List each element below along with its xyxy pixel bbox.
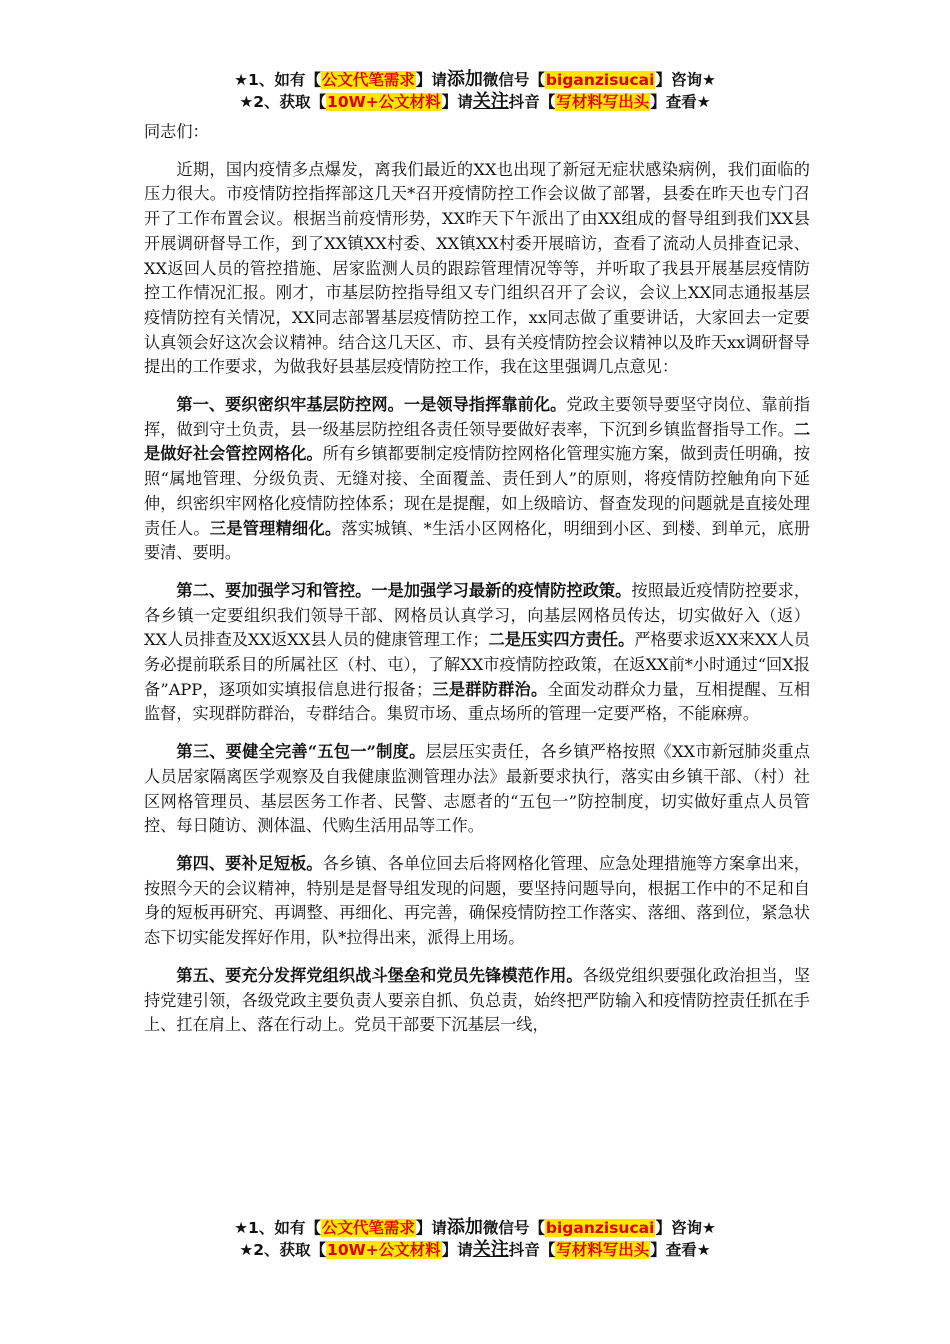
promo-text: ★1、如有【 — [234, 1219, 321, 1237]
promo-text: 】查看★ — [650, 1241, 711, 1259]
document-body — [144, 120, 810, 1038]
promo-emphasis: 关注 — [472, 91, 509, 112]
promo-text: 微信号【 — [482, 1219, 545, 1237]
promo-highlight: 公文代笔需求 — [321, 71, 415, 89]
subpoint-heading: 二是压实四方责任。 — [488, 630, 635, 650]
subpoint-heading: 二是做好社会管控网格化。 — [144, 419, 810, 464]
section-heading: 第一、要织密织牢基层防控网。 — [176, 395, 404, 415]
promo-text: 】查看★ — [650, 93, 711, 111]
promo-highlight: 10W+公文材料 — [327, 1241, 441, 1259]
section-text: 各乡镇、各单位回去后将网格化管理、应急处理措施等方案拿出来，按照今天的会议精神，特别是是督导组发现的问题，要坚持问题导向，根据工作中的不足和自身的短板再研究、再调整、再细化、再完善，确保疫情防控工作落实、落细、落到位，紧急状态下切实能发挥好作用，队*拉得出来，派得上用场。 — [144, 853, 811, 948]
subpoint-text: 按照最近疫情防控要求，各乡镇一定要组织我们领导干部、网格员认真学习，向基层网格员传达，切实做好入（返）XX人员排查及XX返XX县人员的健康管理工作； — [144, 580, 811, 650]
subpoint-text: 党政主要领导要坚守岗位、靠前指挥，做到守土负责，县一级基层防控组各责任领导要做好表率，下沉到乡镇监督指导工作。 — [144, 395, 811, 439]
promo-text: 】请 — [415, 71, 447, 89]
promo-emphasis: 添加 — [446, 69, 483, 90]
subpoint-text: 全面发动群众力量，互相提醒、互相监督，实现群防群治，专群结合。集贸市场、重点场所的管理一定要严格，不能麻痹。 — [144, 679, 811, 724]
promo-line-1 — [0, 69, 950, 91]
subpoint-heading: 一是加强学习最新的疫情防控政策。 — [371, 580, 632, 600]
promo-line-1 — [0, 1217, 950, 1239]
promo-text: 微信号【 — [482, 71, 545, 89]
promo-highlight: 公文代笔需求 — [321, 1219, 415, 1237]
promo-line-2 — [0, 91, 950, 113]
promo-text: 抖音【 — [508, 1241, 556, 1259]
promo-text: 】咨询★ — [655, 1219, 716, 1237]
promo-text: ★2、获取【 — [239, 1241, 327, 1259]
promo-wechat-id: biganzisucai — [545, 1219, 655, 1237]
promo-text: ★2、获取【 — [239, 93, 327, 111]
subpoint-heading: 一是领导指挥靠前化。 — [403, 395, 567, 415]
promo-text: 】请 — [415, 1219, 447, 1237]
section-1-paragraph — [144, 393, 810, 566]
intro-paragraph: 近期，国内疫情多点爆发，离我们最近的XX也出现了新冠无症状感染病例，我们面临的压力很大。市疫情防控指挥部这几天*召开疫情防控工作会议做了部署，县委在昨天也专门召开了工作布置会议。根据当前疫情形势，XX昨天下午派出了由XX组成的督导组到我们XX县开展调研督导工作，到了XX镇XX村委、XX镇XX村委开展暗访，查看了流动人员排查记录、XX返回人员的管控措施、居家监测人员的跟踪管理情况等等，并听取了我县开展基层疫情防控工作情况汇报。刚才，市基层防控指导组又专门组织召开了会议，会议上XX同志通报基层疫情防控有关情况，XX同志部署基层疫情防控工作，xx同志做了重要讲话，大家回去一定要认真领会好这次会议精神。结合这几天区、市、县有关疫情防控会议精神以及昨天xx调研督导提出的工作要求，为做我好县基层疫情防控工作，我在这里强调几点意见： — [144, 159, 810, 377]
promo-text: 抖音【 — [508, 93, 556, 111]
section-5-paragraph — [144, 964, 810, 1038]
section-text: 各级党组织要强化政治担当，坚持党建引领，各级党政主要负责人要亲自抓、负总责，始终把严防输入和疫情防控责任抓在手上、扛在肩上、落在行动上。党员干部要下沉基层一线， — [144, 965, 811, 1035]
promo-text: 】请 — [441, 1241, 473, 1259]
promo-douyin-id: 写材料写出头 — [556, 1241, 650, 1259]
promo-emphasis: 关注 — [472, 1239, 509, 1260]
section-4-paragraph — [144, 852, 810, 951]
section-3-paragraph — [144, 740, 810, 839]
promo-emphasis: 添加 — [446, 1217, 483, 1238]
section-heading: 第三、要健全完善“五包一”制度。 — [176, 742, 426, 762]
subpoint-text: 严格要求返XX来XX人员务必提前联系目的所属社区（村、屯），了解XX市疫情防控政策，在返XX前*小时通过“回X报备”APP，逐项如实填报信息进行报备； — [144, 630, 810, 699]
subpoint-text: 所有乡镇都要制定疫情防控网格化管理实施方案，做到责任明确，按照“属地管理、分级负责、无缝对接、全面覆盖、责任到人”的原则，将疫情防控触角向下延伸，织密织牢网格化疫情防控体系；现在是提醒，如上级暗访、督查发现的问题就是直接处理责任人。 — [144, 444, 811, 538]
greeting: 同志们： — [144, 122, 209, 141]
promo-text: 】请 — [441, 93, 473, 111]
section-heading: 第二、要加强学习和管控。 — [176, 580, 372, 600]
promo-banner-top — [0, 69, 950, 113]
promo-line-2 — [0, 1239, 950, 1261]
promo-highlight: 10W+公文材料 — [327, 93, 441, 111]
subpoint-heading: 三是群防群治。 — [432, 679, 548, 699]
promo-banner-bottom — [0, 1217, 950, 1261]
section-text: 层层压实责任，各乡镇严格按照《XX市新冠肺炎重点人员居家隔离医学观察及自我健康监测管理办法》最新要求执行，落实由乡镇干部、（村）社区网格管理员、基层医务工作者、民警、志愿者的“五包一”防控制度，切实做好重点人员管控、每日随访、测体温、代购生活用品等工作。 — [144, 742, 811, 836]
subpoint-text: 落实城镇、*生活小区网格化，明细到小区、到楼、到单元，底册要清、要明。 — [144, 518, 811, 563]
subpoint-heading: 三是管理精细化。 — [209, 518, 342, 538]
promo-wechat-id: biganzisucai — [545, 71, 655, 89]
promo-text: ★1、如有【 — [234, 71, 321, 89]
section-2-paragraph — [144, 579, 810, 727]
section-heading: 第四、要补足短板。 — [176, 853, 323, 873]
promo-douyin-id: 写材料写出头 — [556, 93, 650, 111]
section-heading: 第五、要充分发挥党组织战斗堡垒和党员先锋模范作用。 — [176, 965, 583, 985]
promo-text: 】咨询★ — [655, 71, 716, 89]
